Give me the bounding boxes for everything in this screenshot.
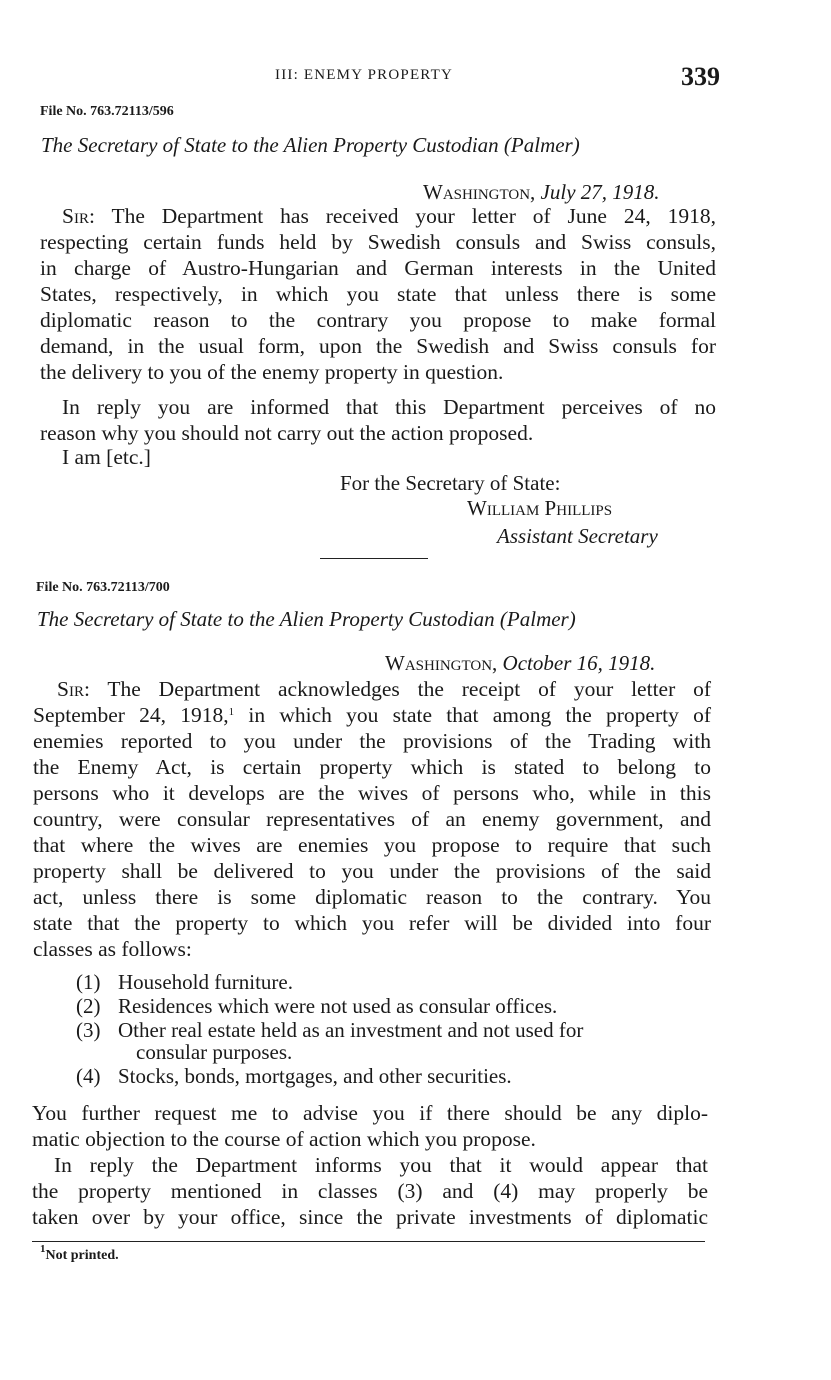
section-divider [320,558,428,559]
paragraph-line: enemies reported to you under the provisions of the Trading with [33,729,711,753]
dateline-date: July 27, 1918. [540,180,660,204]
list-item-text: Residences which were not used as consular offices. [118,994,558,1018]
title-close: ) [572,133,580,157]
paragraph-line: respecting certain funds held by Swedish consuls and Swiss consuls, [40,230,716,254]
footnote-ref: 1 [228,706,235,718]
paragraph-line: state that the property to which you refer will be divided into four [33,911,711,935]
page-number: 339 [681,62,720,91]
letter-paragraph [33,676,711,962]
running-title: III: ENEMY PROPERTY [275,67,454,83]
document-title [41,133,580,158]
letter-paragraph [40,203,716,385]
title-recipient: Palmer [510,133,573,157]
list-item [76,994,557,1018]
file-number: File No. 763.72113/700 [36,580,170,595]
paragraph-line: taken over by your office, since the private investments of diplomatic [32,1205,708,1229]
file-number: File No. 763.72113/596 [40,104,174,119]
title-text: The Secretary of State to the Alien Property Custodian ( [37,607,507,631]
paragraph-line: reason why you should not carry out the action proposed. [40,421,534,445]
paragraph-line: classes as follows: [33,937,192,961]
paragraph-line: persons who it develops are the wives of persons who, while in this [33,781,711,805]
paragraph-line: act, unless there is some diplomatic reason to the contrary. You [33,885,711,909]
footnote-mark: 1 [40,1243,46,1255]
paragraph-line: You further request me to advise you if there should be any diplo- [32,1101,708,1125]
signature-name: William Phillips [467,496,613,520]
letter-paragraph [32,1100,708,1152]
paragraph-line: diplomatic reason to the contrary you propose to make formal [40,308,716,332]
list-item-text: Household furniture. [118,970,293,994]
paragraph-line: matic objection to the course of action which you propose. [32,1127,536,1151]
closing: I am [etc.] [62,445,151,469]
dateline [385,651,655,676]
paragraph-line: the Enemy Act, is certain property which is stated to belong to [33,755,711,779]
paragraph-line: property shall be delivered to you under the provisions of the said [33,859,711,883]
footnote [40,1243,119,1264]
paragraph-line: Sir: The Department acknowledges the receipt of your letter of [57,677,711,701]
paragraph-line: that where the wives are enemies you propose to require that such [33,833,711,857]
signature-for: For the Secretary of State: [340,471,561,495]
paragraph-line: In reply the Department informs you that it would appear that [54,1153,708,1177]
list-item-text: Stocks, bonds, mortgages, and other securities. [118,1064,512,1088]
document-title [37,607,576,632]
list-item [76,1018,708,1042]
list-item-number: (4) [76,1064,101,1088]
list-item [76,970,293,994]
paragraph-line: in charge of Austro-Hungarian and German interests in the United [40,256,716,280]
paragraph-line: country, were consular representatives of an enemy government, and [33,807,711,831]
letter-paragraph [32,1152,708,1230]
list-item-continuation: consular purposes. [136,1040,293,1064]
footnote-text: Not printed. [45,1248,119,1263]
list-item-number: (3) [76,1018,101,1042]
footnote-divider [32,1241,705,1242]
list-item [76,1064,512,1088]
paragraph-line: Sir: The Department has received your letter of June 24, 1918, [62,204,716,228]
paragraph-line: In reply you are informed that this Department perceives of no [62,395,716,419]
list-item-number: (1) [76,970,101,994]
list-item-text: Other real estate held as an investment and not used for [118,1018,584,1042]
signature-title: Assistant Secretary [497,524,658,548]
paragraph-line: the property mentioned in classes (3) and (4) may properly be [32,1179,708,1203]
list-item-number: (2) [76,994,101,1018]
paragraph-line: demand, in the usual form, upon the Swedish and Swiss consuls for [40,334,716,358]
dateline-place: Washington, [423,180,536,204]
title-text: The Secretary of State to the Alien Property Custodian ( [41,133,511,157]
salutation: Sir: [62,204,95,228]
paragraph-line: States, respectively, in which you state that unless there is some [40,282,716,306]
title-close: ) [568,607,576,631]
dateline-place: Washington, [385,651,498,675]
letter-paragraph [40,394,716,446]
paragraph-line: the delivery to you of the enemy property in question. [40,360,504,384]
dateline [423,180,660,205]
dateline-date: October 16, 1918. [502,651,656,675]
title-recipient: Palmer [506,607,569,631]
paragraph-line: September 24, 1918,$^1$ in which you state that among the property of [33,703,711,727]
salutation: Sir: [57,677,90,701]
